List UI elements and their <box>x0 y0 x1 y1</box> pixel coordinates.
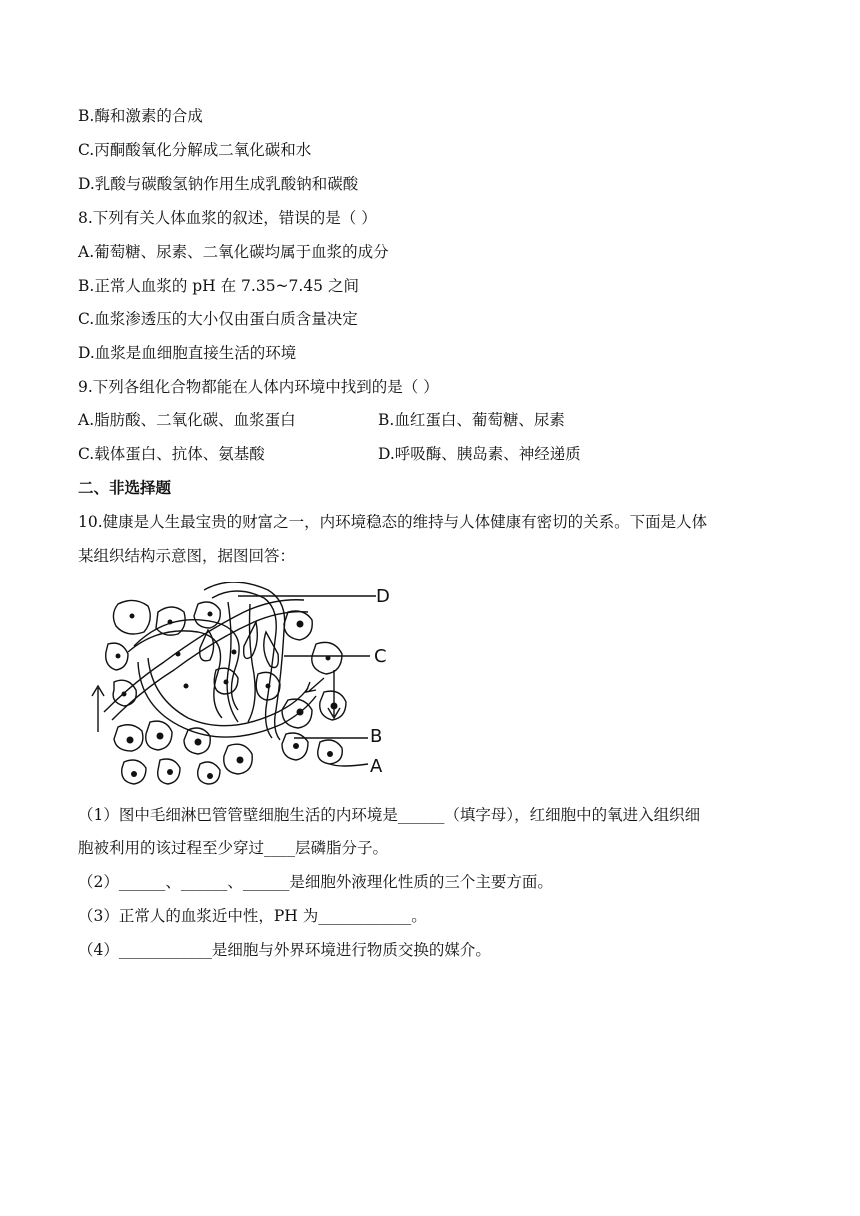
label-c: C <box>374 646 387 667</box>
q8-option-d: D.血浆是血细胞直接生活的环境 <box>78 344 297 362</box>
q9-option-d: D.呼吸酶、胰岛素、神经递质 <box>378 445 581 463</box>
label-b: B <box>370 726 383 747</box>
tissue-structure-diagram <box>88 582 408 792</box>
q8-stem: 8.下列有关人体血浆的叙述，错误的是（ ） <box>78 209 377 227</box>
section-heading: 二、非选择题 <box>78 478 172 497</box>
q10-sub3: （3）正常人的血浆近中性，PH 为____________。 <box>78 907 427 925</box>
q10-sub1-line2: 胞被利用的该过程至少穿过____层磷脂分子。 <box>78 839 389 857</box>
q8-option-c: C.血浆渗透压的大小仅由蛋白质含量决定 <box>78 310 358 328</box>
q9-option-b: B.血红蛋白、葡萄糖、尿素 <box>378 411 565 429</box>
q10-sub4: （4）____________是细胞与外界环境进行物质交换的媒介。 <box>78 941 491 959</box>
q8-option-a: A.葡萄糖、尿素、二氧化碳均属于血浆的成分 <box>78 243 389 261</box>
q7-option-b: B.酶和激素的合成 <box>78 107 203 125</box>
q7-option-c: C.丙酮酸氧化分解成二氧化碳和水 <box>78 141 312 159</box>
q7-option-d: D.乳酸与碳酸氢钠作用生成乳酸钠和碳酸 <box>78 175 359 193</box>
q9-option-a: A.脂肪酸、二氧化碳、血浆蛋白 <box>78 411 296 429</box>
q10-stem-line2: 某组织结构示意图，据图回答： <box>78 547 296 565</box>
q8-option-b: B.正常人血浆的 pH 在 7.35~7.45 之间 <box>78 277 359 295</box>
label-a: A <box>370 756 383 777</box>
q10-stem-line1: 10.健康是人生最宝贵的财富之一，内环境稳态的维持与人体健康有密切的关系。下面是人体 <box>78 513 708 531</box>
q9-option-c: C.载体蛋白、抗体、氨基酸 <box>78 445 265 463</box>
label-d: D <box>376 586 390 607</box>
q10-sub1-line1: （1）图中毛细淋巴管管壁细胞生活的内环境是______（填字母），红细胞中的氧进入组织细 <box>78 806 701 824</box>
q9-stem: 9.下列各组化合物都能在人体内环境中找到的是（ ） <box>78 378 439 396</box>
q10-sub2: （2）______、______、______是细胞外液理化性质的三个主要方面。 <box>78 873 553 891</box>
